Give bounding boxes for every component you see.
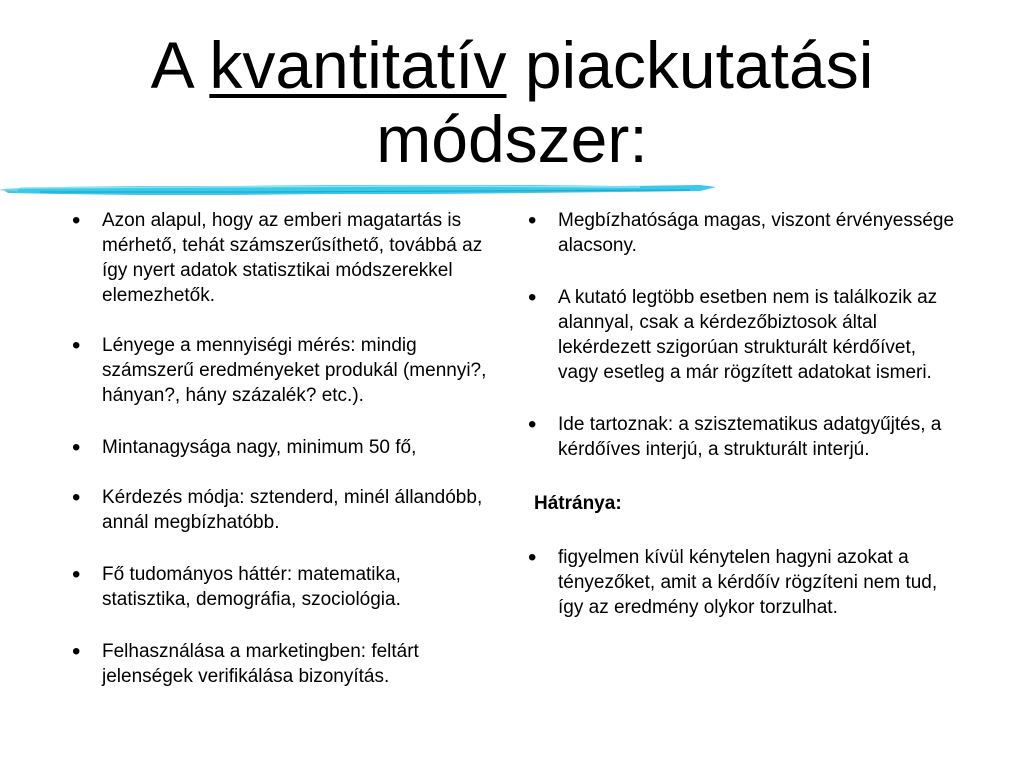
list-item (72, 562, 492, 612)
list-item (528, 285, 958, 385)
list-item-text: Kérdezés módja: sztenderd, minél állandóbb, annál megbízhatóbb. (102, 487, 483, 533)
bullet-icon: • (528, 284, 537, 311)
list-item (528, 412, 958, 462)
bullet-icon: • (72, 332, 81, 359)
list-item-text: Fő tudományos háttér: matematika, statisztika, demográfia, szociológia. (102, 564, 401, 610)
bullet-icon: • (528, 411, 537, 438)
list-item (72, 485, 492, 535)
list-item (528, 545, 958, 620)
list-item (72, 435, 492, 460)
bullet-icon: • (72, 638, 81, 665)
bullet-icon: • (528, 544, 537, 571)
list-item-text: Lényege a mennyiségi mérés: mindig számszerű eredményeket produkál (mennyi?, hányan?, hány százalék? etc.). (102, 335, 487, 406)
list-item-text: Mintanagysága nagy, minimum 50 fő, (102, 437, 417, 458)
left-bullet-column (72, 208, 492, 689)
list-item-text: Azon alapul, hogy az emberi magatartás is mérhető, tehát számszerűsíthető, továbbá az így nyert adatok statisztikai módszerekkel elemezhetők. (102, 210, 483, 306)
list-item (72, 333, 492, 408)
title-line-2: módszer: (376, 102, 648, 176)
slide-title (0, 28, 1024, 176)
bullet-icon: • (72, 207, 81, 234)
bullet-icon: • (72, 484, 81, 511)
title-prefix: A (150, 28, 210, 102)
drawback-heading: Hátránya: (534, 493, 622, 514)
list-item-text: A kutató legtöbb esetben nem is találkozik az alannyal, csak a kérdezőbiztosok által lekérdezett szigorúan strukturált kérdőívet, vagy esetleg a már rögzített adatokat ismeri. (558, 287, 938, 383)
list-item (72, 639, 492, 689)
title-brush-stroke-decoration (0, 178, 720, 202)
title-underlined-word: kvantitatív (209, 28, 507, 102)
list-item-text: Ide tartoznak: a szisztematikus adatgyűjtés, a kérdőíves interjú, a strukturált interjú. (558, 414, 942, 460)
bullet-icon: • (72, 561, 81, 588)
right-bullet-column (528, 208, 958, 620)
bullet-icon: • (528, 207, 537, 234)
list-item-text: Megbízhatósága magas, viszont érvényessége alacsony. (558, 210, 955, 256)
list-item (72, 208, 492, 308)
title-suffix: piackutatási (506, 28, 874, 102)
list-item-text: Felhasználása a marketingben: feltárt jelenségek verifikálása bizonyítás. (102, 641, 419, 687)
bullet-icon: • (72, 434, 81, 461)
list-item-text: figyelmen kívül kénytelen hagyni azokat a tényezőket, amit a kérdőív rögzíteni nem tud, így az eredmény olykor torzulhat. (558, 547, 938, 618)
list-item (528, 208, 958, 258)
